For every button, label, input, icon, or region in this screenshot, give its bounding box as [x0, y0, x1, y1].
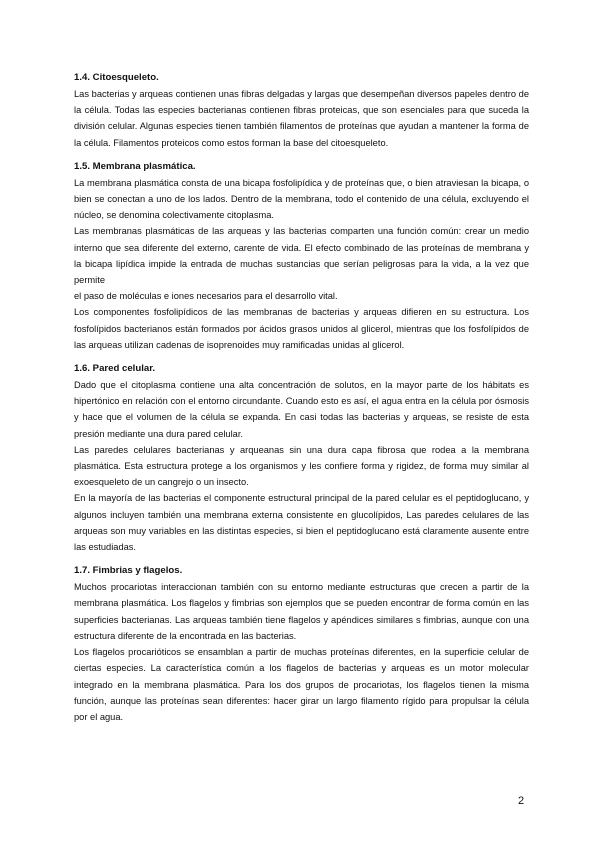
section-pared-celular — [74, 361, 529, 555]
section-heading: 1.4. Citoesqueleto. — [74, 72, 159, 83]
document-page — [74, 70, 529, 733]
paragraph: La membrana plasmática consta de una bicapa fosfolipídica y de proteínas que, o bien atraviesan la bicapa, o bien se conectan a uno de los lados. Dentro de la membrana, todo el contenido de una célula, excluyendo el núcleo, se denomina colectivamente citoplasma. — [74, 177, 529, 221]
paragraph: Muchos procariotas interaccionan también con su entorno mediante estructuras que crecen a partir de la membrana plasmática. Los flagelos y fimbrias son ejemplos que se pueden encontrar de forma común en las superficies bacterianas. Las arqueas también tiene flagelos y apéndices similares s fimbrias, aunque con una estructura diferente de la encontrada en las bacterias. — [74, 582, 529, 641]
paragraph: Los flagelos procarióticos se ensamblan a partir de muchas proteínas diferentes, en la superficie celular de ciertas especies. La característica común a los flagelos de bacterias y arqueas es un motor molecular integrado en la membrana plasmática. Para los dos grupos de procariotas, los flagelos tienen la misma función, aunque las proteínas sean diferentes: hacer girar un largo filamento rígido para propulsar la célula por el agua. — [74, 647, 529, 722]
paragraph: Las membranas plasmáticas de las arqueas y las bacterias comparten una función común: crear un medio interno que sea diferente del externo, carente de vida. El efecto combinado de las proteínas de membrana y la bicapa lipídica impide la entrada de muchas sustancias que serían peligrosas para la vida, a la vez que permite — [74, 226, 529, 286]
paragraph: Las paredes celulares bacterianas y arqueanas sin una dura capa fibrosa que rodea a la membrana plasmática. Esta estructura protege a los organismos y les confiere forma y rigidez, de forma muy similar al exoesqueleto de un cangrejo o un insecto. — [74, 444, 529, 488]
section-heading: 1.7. Fimbrias y flagelos. — [74, 565, 183, 577]
section-heading: 1.5. Membrana plasmática. — [74, 160, 196, 172]
page-number: 2 — [518, 795, 525, 807]
paragraph: En la mayoría de las bacterias el componente estructural principal de la pared celular es el peptidoglucano, y algunos incluyen también una membrana externa consistente en glucolípidos, Las paredes celulares de las arqueas son muy variables en las distintas especies, si bien el peptidoglucano está claramente ausente entre las estudiadas. — [74, 493, 529, 553]
section-fimbrias-flagelos — [74, 563, 529, 725]
paragraph: Dado que el citoplasma contiene una alta concentración de solutos, en la mayor parte de los hábitats es hipertónico en relación con el entorno circundante. Cuando esto es así, el agua entra en la célula por ósmosis y hace que el volumen de la célula se expanda. En casi todas las bacterias y arqueas, se resiste de esta presión mediante una dura pared celular. — [74, 380, 529, 439]
paragraph: Las bacterias y arqueas contienen unas fibras delgadas y largas que desempeñan diversos papeles dentro de la célula. Todas las especies bacterianas contienen fibras proteicas, que son esenciales para que suceda la división celular. Algunas especies tienen también filamentos de proteínas que ayudan a mantener la forma de la célula. Filamentos proteicos como estos forman la base del citoesqueleto. — [74, 89, 529, 148]
paragraph: el paso de moléculas e iones necesarios para el desarrollo vital. — [74, 291, 338, 302]
paragraph: Los componentes fosfolipídicos de las membranas de bacterias y arqueas difieren en su estructura. Los fosfolípidos bacterianos están formados por ácidos grasos unidos al glicerol, mientras que los fosfolípidos de las arqueas utilizan cadenas de isoprenoides muy ramificadas unidas al glicerol. — [74, 307, 529, 350]
section-citoesqueleto — [74, 70, 529, 151]
section-membrana-plasmatica — [74, 159, 529, 353]
section-heading: 1.6. Pared celular. — [74, 363, 156, 375]
